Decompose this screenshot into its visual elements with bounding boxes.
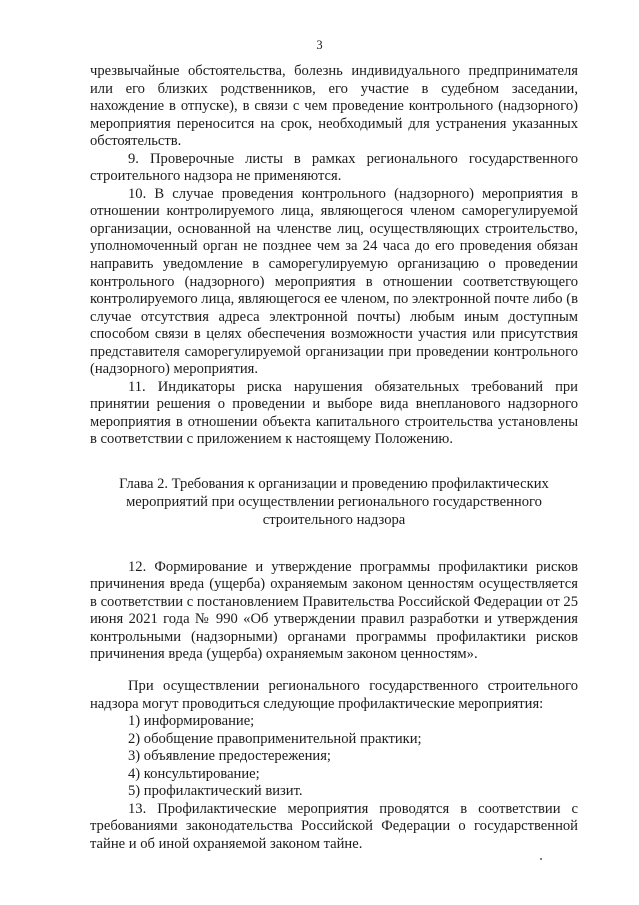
paragraph-measures-intro: При осуществлении регионального государственного строительного надзора могут проводиться следующие профилактические мероприятия: (90, 678, 578, 712)
chapter-heading (90, 476, 578, 530)
paragraph-continuation: чрезвычайные обстоятельства, болезнь индивидуального предпринимателя или его близких родственников, его участие в судебном заседании, нахождение в отпуске), в связи с чем проведение контрольного (надзорного) мероприятия переносится на срок, необходимый для устранения указанных обстоятельств. (90, 63, 578, 150)
measures-list (90, 713, 578, 801)
list-item: 1) информирование; (128, 713, 255, 730)
paragraph-13: 13. Профилактические мероприятия проводятся в соответствии с требованиями законодательства Российской Федерации о государственной тайне и об иной охраняемой законом тайне. (90, 800, 578, 852)
list-item: 4) консультирование; (128, 765, 260, 782)
list-item: 2) обобщение правоприменительной практики; (128, 730, 422, 747)
scan-speck (540, 858, 542, 860)
document-body (90, 63, 578, 854)
paragraph-9: 9. Проверочные листы в рамках регионального государственного строительного надзора не применяются. (90, 150, 578, 185)
paragraph-gap (90, 664, 578, 678)
page-number: 3 (316, 38, 323, 52)
chapter-heading-line-3: строительного надзора (262, 511, 406, 528)
list-item: 5) профилактический визит. (128, 783, 303, 800)
list-item: 3) объявление предостережения; (128, 748, 331, 765)
chapter-heading-line-2: мероприятий при осуществлении регионального государственного (126, 493, 542, 510)
paragraph-10: 10. В случае проведения контрольного (надзорного) мероприятия в отношении контролируемого лица, являющегося членом саморегулируемой организации, основанной на членстве лиц, осуществляющих строительство, уполномоченный орган не позднее чем за 24 часа до его проведения обязан направить уведомление в саморегулируемую организацию о проведении контрольного (надзорного) мероприятия в отношении соответствующего контролируемого лица, являющегося ее членом, по электронной почте либо (в случае отсутствия адреса электронной почты) любым иным доступным способом связи в целях обеспечения возможности участия или присутствия представителя саморегулируемой организации при проведении контрольного (надзорного) мероприятия. (90, 185, 578, 378)
paragraph-11: 11. Индикаторы риска нарушения обязательных требований при принятии решения о проведении и выборе вида внепланового надзорного мероприятия в отношении объекта капитального строительства установлены в соответствии с приложением к настоящему Положению. (90, 378, 578, 448)
paragraph-12: 12. Формирование и утверждение программы профилактики рисков причинения вреда (ущерба) охраняемым законом ценностям осуществляется в соответствии с постановлением Правительства Российской Федерации от 25 июня 2021 года № 990 «Об утверждении правил разработки и утверждения контрольными (надзорными) органами программы профилактики рисков причинения вреда (ущерба) охраняемым законом ценностям». (90, 558, 578, 663)
chapter-heading-line-1: Глава 2. Требования к организации и проведению профилактических (119, 476, 549, 493)
